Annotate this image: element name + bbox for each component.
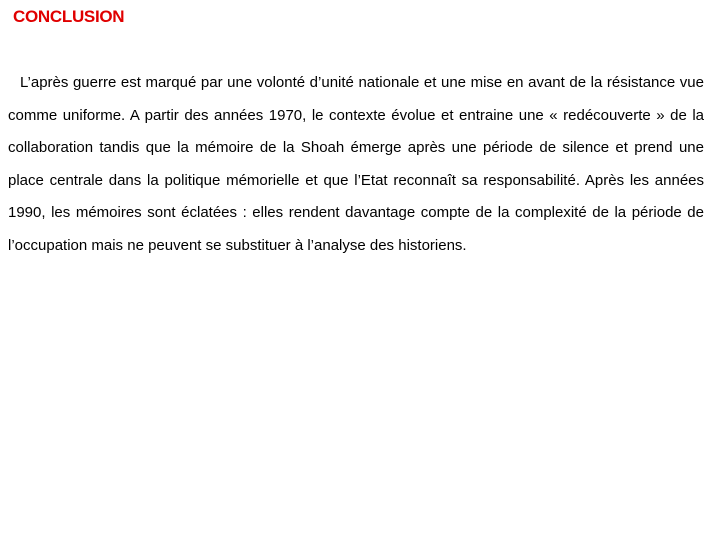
conclusion-paragraph: L’après guerre est marqué par une volonté d’unité nationale et une mise en avant de la résistance vue comme uniforme. A partir des années 1970, le contexte évolue et entraine une « redécouverte » de la collaboration tandis que la mémoire de la Shoah émerge après une période de silence et prend une place centrale dans la politique mémorielle et que l’Etat reconnaît sa responsabilité. Après les années 1990, les mémoires sont éclatées : elles rendent davantage compte de la complexité de la période de l’occupation mais ne peuvent se substituer à l’analyse des historiens. — [8, 74, 704, 254]
slide-title: CONCLUSION — [13, 7, 125, 26]
